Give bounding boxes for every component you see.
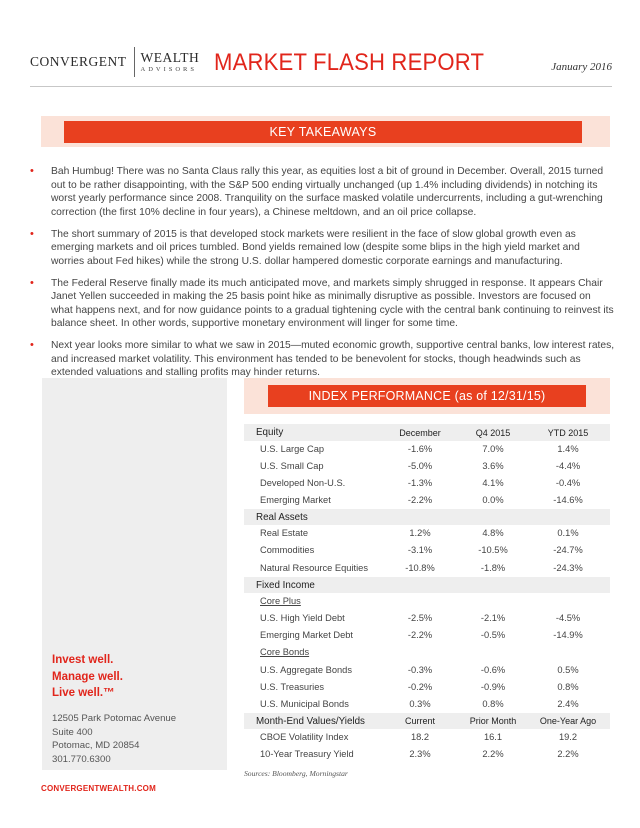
cell-col-2: Q4 2015 bbox=[475, 427, 511, 438]
cell-col-2: 3.6% bbox=[482, 460, 504, 471]
table-row bbox=[244, 679, 610, 696]
address-line: 12505 Park Potomac Avenue bbox=[52, 713, 177, 724]
tagline-line: Live well.™ bbox=[52, 687, 115, 699]
bullet-icon: • bbox=[30, 276, 34, 289]
address-line: Potomac, MD 20854 bbox=[52, 740, 140, 751]
bullet-icon: • bbox=[30, 165, 34, 177]
row-label: Core Plus bbox=[260, 596, 301, 607]
logo-word-wealth: WEALTH bbox=[140, 50, 200, 65]
row-label: Fixed Income bbox=[256, 579, 315, 591]
row-label: CBOE Volatility Index bbox=[260, 732, 349, 743]
row-label: U.S. Municipal Bonds bbox=[260, 698, 349, 709]
website-link[interactable]: CONVERGENTWEALTH.COM bbox=[41, 784, 156, 793]
key-takeaways-heading: KEY TAKEAWAYS bbox=[64, 121, 582, 143]
cell-col-1: -1.3% bbox=[407, 477, 433, 488]
address-block bbox=[52, 712, 176, 766]
bullet-icon: • bbox=[30, 227, 34, 240]
phone-number: 301.770.6300 bbox=[52, 753, 111, 765]
cell-col-1: -1.6% bbox=[407, 443, 433, 454]
row-label: Natural Resource Equities bbox=[260, 562, 368, 573]
cell-col-2: 0.8% bbox=[482, 698, 504, 709]
index-performance-heading: INDEX PERFORMANCE (as of 12/31/15) bbox=[268, 385, 586, 407]
cell-col-2: -2.1% bbox=[480, 613, 506, 624]
cell-col-1: -3.1% bbox=[407, 545, 433, 556]
table-row bbox=[244, 662, 610, 679]
cell-col-2: 0.0% bbox=[482, 494, 504, 505]
takeaway-item bbox=[30, 339, 615, 380]
table-row bbox=[244, 746, 610, 763]
table-row bbox=[244, 475, 610, 492]
row-label: U.S. Small Cap bbox=[260, 460, 324, 471]
takeaway-text: The Federal Reserve finally made its much anticipated move, and markets simply shrugged in response. It appears Chair Janet Yellen succeeded in making the 25 basis point hike as minimally disruptive as possible. Investors are focused on what happens next, and for now guidance points to a gradual tightening cycle with the central bank continuing to reinvest its balance sheet. In other words, supportive monetary environment will linger for some time. bbox=[51, 277, 614, 330]
cell-col-3: -4.5% bbox=[555, 613, 581, 624]
table-row bbox=[244, 525, 610, 542]
cell-col-3: -14.6% bbox=[553, 494, 583, 505]
cell-col-3: 0.8% bbox=[557, 681, 579, 692]
cell-col-3: -0.4% bbox=[555, 477, 581, 488]
cell-col-3: 0.5% bbox=[557, 664, 579, 675]
tagline-line: Invest well. bbox=[52, 654, 114, 666]
table-row bbox=[244, 560, 610, 577]
takeaway-item bbox=[30, 165, 615, 219]
table-section-header bbox=[244, 424, 610, 441]
cell-col-1: -0.2% bbox=[407, 681, 433, 692]
cell-col-1: -5.0% bbox=[407, 460, 433, 471]
key-takeaways-list bbox=[30, 165, 615, 388]
cell-col-1: 0.3% bbox=[409, 698, 431, 709]
cell-col-3: -14.9% bbox=[553, 630, 583, 641]
cell-col-2: -10.5% bbox=[478, 545, 508, 556]
report-title: MARKET FLASH REPORT bbox=[214, 49, 485, 76]
cell-col-1: Current bbox=[404, 716, 435, 727]
row-label: Core Bonds bbox=[260, 647, 310, 658]
cell-col-3: 1.4% bbox=[557, 443, 579, 454]
row-label: U.S. High Yield Debt bbox=[260, 613, 345, 624]
cell-col-2: -0.5% bbox=[480, 630, 506, 641]
table-row bbox=[244, 627, 610, 644]
takeaway-text: Bah Humbug! There was no Santa Claus rally this year, as equities lost a bit of ground in December. Overall, 2015 turned out to be rather disappointing, with the S&P 500 ending virtually unchanged (up 1.4% including dividends) in notching its worst yearly performance since 2008. Tranquility on the surface masked volatile undercurrents, including a gut-wrenching correction (the first 10% decline in four years), a Chinese meltdown, and an oil price collapse. bbox=[51, 166, 604, 218]
cell-col-3: -4.4% bbox=[555, 460, 581, 471]
table-row bbox=[244, 610, 610, 627]
table-row bbox=[244, 542, 610, 559]
table-section-header bbox=[244, 713, 610, 730]
company-logo bbox=[30, 46, 199, 78]
sources-note: Sources: Bloomberg, Morningstar bbox=[244, 769, 348, 778]
tagline-line: Manage well. bbox=[52, 670, 123, 683]
row-label: U.S. Treasuries bbox=[260, 681, 325, 692]
cell-col-3: -24.3% bbox=[553, 562, 583, 573]
takeaway-item bbox=[30, 277, 615, 331]
takeaway-text: The short summary of 2015 is that developed stock markets were resilient in the face of slow global growth even as emerging markets and oil prices tumbled. Bond yields remained low (despite some blips in the high yield market and worries about Fed hikes) while the strong U.S. dollar hampered domestic corporate earnings and manufacturing. bbox=[51, 228, 580, 267]
takeaway-item bbox=[30, 228, 615, 269]
row-label: Real Assets bbox=[256, 511, 308, 523]
row-label: Emerging Market bbox=[260, 494, 331, 505]
row-label: Equity bbox=[256, 427, 284, 438]
cell-col-3: 2.2% bbox=[557, 749, 579, 760]
cell-col-2: -1.8% bbox=[480, 562, 506, 573]
bullet-icon: • bbox=[30, 339, 34, 352]
cell-col-3: YTD 2015 bbox=[547, 427, 589, 438]
cell-col-1: 1.2% bbox=[409, 528, 431, 539]
table-subsection-label bbox=[244, 644, 610, 661]
cell-col-1: -2.2% bbox=[407, 630, 433, 641]
table-section-header bbox=[244, 577, 610, 594]
logo-word-advisors: ADVISORS bbox=[140, 66, 198, 73]
index-performance-table bbox=[244, 424, 610, 764]
cell-col-1: -0.3% bbox=[407, 664, 433, 675]
row-label: U.S. Aggregate Bonds bbox=[260, 664, 352, 675]
cell-col-3: 19.2 bbox=[558, 732, 578, 743]
tagline bbox=[52, 652, 123, 702]
table-row bbox=[244, 441, 610, 458]
row-label: Month-End Values/Yields bbox=[256, 715, 365, 727]
table-row bbox=[244, 696, 610, 713]
header-divider bbox=[30, 86, 612, 87]
row-label: Developed Non-U.S. bbox=[260, 477, 346, 488]
takeaway-text: Next year looks more similar to what we saw in 2015—muted economic growth, supportive central banks, low interest rates, and increased market volatility. This environment has tended to be benevolent for stocks, though headwinds such as extended valuations and stalling profits may hinder returns. bbox=[51, 340, 615, 379]
table-row bbox=[244, 729, 610, 746]
cell-col-1: -2.5% bbox=[407, 613, 433, 624]
row-label: 10-Year Treasury Yield bbox=[260, 749, 354, 760]
cell-col-2: 4.8% bbox=[482, 528, 504, 539]
cell-col-1: -10.8% bbox=[405, 562, 435, 573]
cell-col-2: 7.0% bbox=[482, 443, 504, 454]
address-line: Suite 400 bbox=[52, 726, 93, 738]
cell-col-1: December bbox=[399, 427, 441, 438]
cell-col-3: -24.7% bbox=[553, 545, 583, 556]
table-section-header bbox=[244, 509, 610, 526]
logo-right-block bbox=[135, 50, 200, 74]
cell-col-2: Prior Month bbox=[469, 716, 517, 727]
row-label: Real Estate bbox=[260, 528, 309, 539]
report-date: January 2016 bbox=[551, 61, 612, 73]
cell-col-2: 16.1 bbox=[483, 732, 503, 743]
logo-word-convergent: CONVERGENT bbox=[30, 54, 127, 69]
table-subsection-label bbox=[244, 593, 610, 610]
cell-col-3: One-Year Ago bbox=[539, 716, 597, 727]
cell-col-1: 18.2 bbox=[410, 732, 430, 743]
cell-col-2: -0.9% bbox=[480, 681, 506, 692]
cell-col-3: 2.4% bbox=[557, 698, 579, 709]
table-row bbox=[244, 492, 610, 509]
cell-col-2: 2.2% bbox=[482, 749, 504, 760]
cell-col-1: -2.2% bbox=[407, 494, 433, 505]
cell-col-2: 4.1% bbox=[482, 477, 504, 488]
table-row bbox=[244, 458, 610, 475]
cell-col-3: 0.1% bbox=[557, 528, 579, 539]
row-label: Emerging Market Debt bbox=[260, 630, 354, 641]
row-label: Commodities bbox=[260, 545, 315, 556]
cell-col-2: -0.6% bbox=[480, 664, 506, 675]
row-label: U.S. Large Cap bbox=[260, 443, 325, 454]
cell-col-1: 2.3% bbox=[409, 749, 431, 760]
